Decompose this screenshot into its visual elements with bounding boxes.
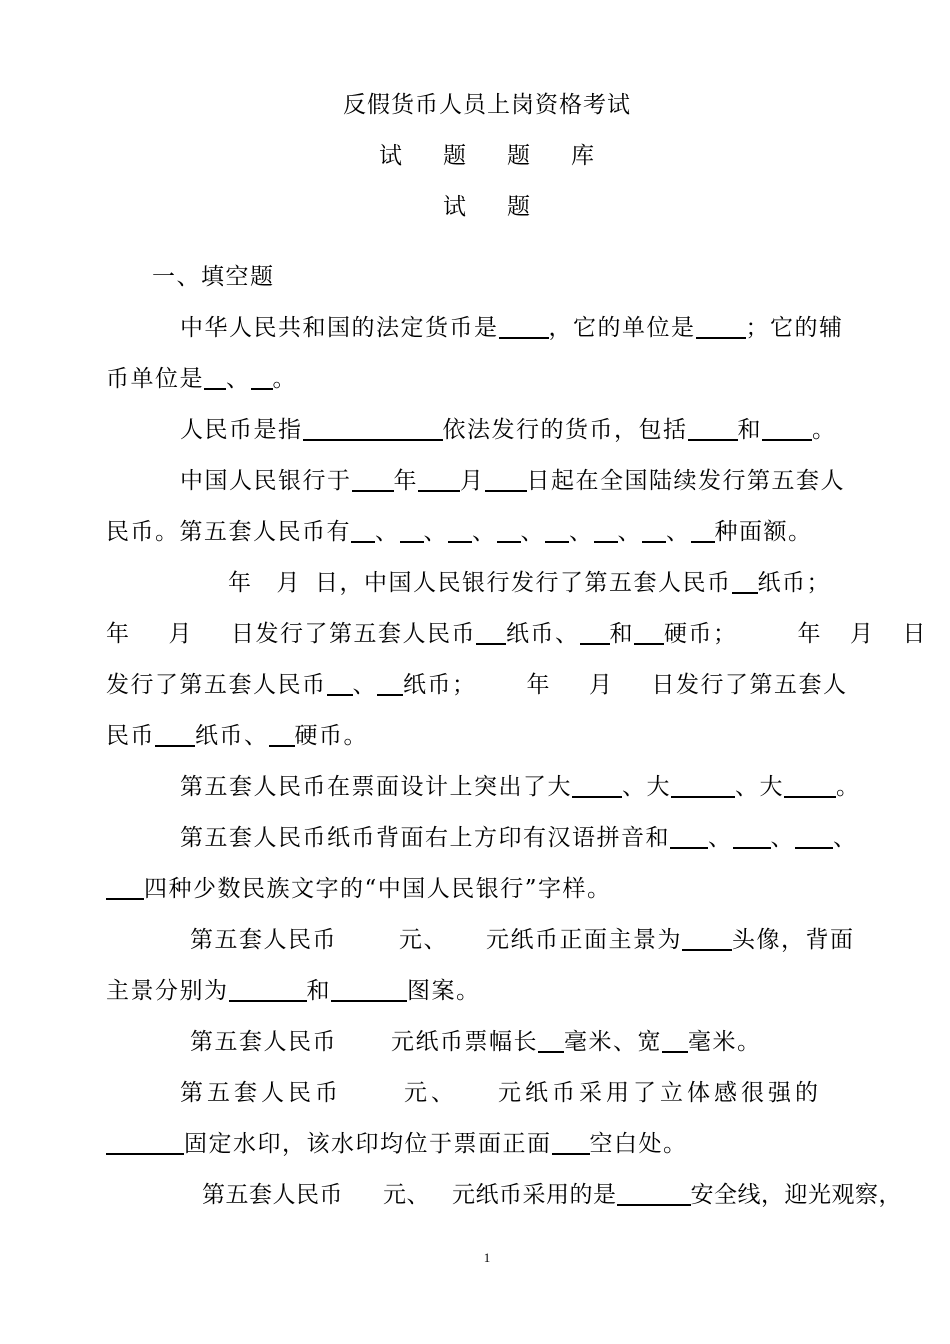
question-line xyxy=(180,1078,822,1108)
question-text: 、大 xyxy=(735,774,784,800)
question-text: 月 xyxy=(276,570,301,596)
question-line xyxy=(106,976,481,1006)
question-text: 纸币； xyxy=(403,672,477,698)
answer-blank[interactable] xyxy=(400,517,424,543)
question-text: 年 xyxy=(393,468,418,494)
question-line xyxy=(106,364,297,394)
question-text: 元、 xyxy=(383,1182,430,1208)
question-text: 纸币； xyxy=(757,570,831,596)
answer-blank[interactable] xyxy=(251,364,273,390)
question-text: 币单位是 xyxy=(106,366,204,392)
answer-blank[interactable] xyxy=(688,415,738,441)
question-text: 四种少数民族文字的“中国人民银行”字样。 xyxy=(144,876,612,902)
question-text: 固定水印，该水印均位于票面正面 xyxy=(184,1131,552,1157)
answer-blank[interactable] xyxy=(377,670,403,696)
question-text: 纸币、 xyxy=(195,723,269,749)
answer-blank[interactable] xyxy=(499,313,549,339)
question-text: 第五套人民币 xyxy=(190,1029,337,1055)
question-text: 中国人民银行于 xyxy=(180,468,352,494)
question-text: 依法发行的货币，包括 xyxy=(442,417,688,443)
answer-blank[interactable] xyxy=(418,466,460,492)
question-text: 中华人民共和国的法定货币是 xyxy=(180,315,499,341)
answer-blank[interactable] xyxy=(448,517,472,543)
answer-blank[interactable] xyxy=(545,517,569,543)
answer-blank[interactable] xyxy=(642,517,666,543)
answer-blank[interactable] xyxy=(732,568,758,594)
question-text: 第五套人民币 xyxy=(202,1182,343,1208)
question-text: 、 xyxy=(520,519,545,545)
question-text: 空白处。 xyxy=(589,1131,688,1157)
answer-blank[interactable] xyxy=(331,976,407,1002)
question-line xyxy=(180,415,837,445)
answer-blank[interactable] xyxy=(682,925,732,951)
question-text: 元纸币采用了立体感很强的 xyxy=(498,1080,822,1106)
question-text: 、 xyxy=(423,519,448,545)
page-number: 1 xyxy=(483,1250,491,1265)
question-text: 。 xyxy=(812,417,837,443)
question-text: 纸币、 xyxy=(506,621,580,647)
question-text: 、 xyxy=(833,825,858,851)
question-line xyxy=(106,619,927,649)
question-line xyxy=(106,721,368,751)
question-text: 硬币； xyxy=(664,621,738,647)
question-text: 毫米。 xyxy=(688,1029,762,1055)
question-text: ；它的辅 xyxy=(745,315,844,341)
question-line xyxy=(180,823,858,853)
question-text: 头像，背面 xyxy=(732,927,855,953)
answer-blank[interactable] xyxy=(691,517,715,543)
answer-blank[interactable] xyxy=(795,823,833,849)
question-text: 毫米、宽 xyxy=(564,1029,662,1055)
question-text: 、 xyxy=(226,366,251,392)
question-text: 日起在全国陆续发行第五套人 xyxy=(526,468,845,494)
answer-blank[interactable] xyxy=(106,1129,184,1155)
answer-blank[interactable] xyxy=(580,619,610,645)
question-line xyxy=(106,874,612,904)
answer-blank[interactable] xyxy=(351,517,375,543)
answer-blank[interactable] xyxy=(327,670,353,696)
question-text: ，它的单位是 xyxy=(548,315,696,341)
answer-blank[interactable] xyxy=(204,364,226,390)
question-text: 种面额。 xyxy=(714,519,813,545)
question-text: 元纸币正面主景为 xyxy=(486,927,682,953)
question-text: 年 xyxy=(526,672,551,698)
question-text: 月 xyxy=(850,621,875,647)
question-text: 和 xyxy=(306,978,331,1004)
question-text: 、大 xyxy=(622,774,671,800)
question-text: 年 xyxy=(797,621,822,647)
answer-blank[interactable] xyxy=(303,415,443,441)
answer-blank[interactable] xyxy=(352,466,394,492)
question-text: 元、 xyxy=(399,927,448,953)
question-text: 日 xyxy=(902,621,927,647)
question-line xyxy=(190,1027,762,1057)
question-text: 第五套人民币 xyxy=(180,1080,342,1106)
answer-blank[interactable] xyxy=(733,823,771,849)
question-text: 第五套人民币 xyxy=(190,927,337,953)
section-heading: 一、填空题 xyxy=(152,264,275,290)
question-text: 日，中国人民银行发行了第五套人民币 xyxy=(315,570,732,596)
question-text: 月 xyxy=(460,468,485,494)
question-text: 第五套人民币纸币背面右上方印有汉语拼音和 xyxy=(180,825,670,851)
question-text: 日发行了第五套人民币 xyxy=(231,621,476,647)
question-text: 图案。 xyxy=(407,978,481,1004)
answer-blank[interactable] xyxy=(696,313,746,339)
question-text: 。 xyxy=(272,366,297,392)
question-line xyxy=(190,925,855,955)
question-text: 、 xyxy=(770,825,795,851)
answer-blank[interactable] xyxy=(594,517,618,543)
question-text: 月 xyxy=(168,621,193,647)
answer-blank[interactable] xyxy=(155,721,195,747)
question-text: 元、 xyxy=(404,1080,458,1106)
answer-blank[interactable] xyxy=(497,517,521,543)
question-text: 发行了第五套人民币 xyxy=(106,672,327,698)
question-text: 人民币是指 xyxy=(180,417,303,443)
answer-blank[interactable] xyxy=(572,772,622,798)
question-line xyxy=(228,568,831,598)
question-text: 、 xyxy=(375,519,400,545)
question-text: 、 xyxy=(472,519,497,545)
answer-blank[interactable] xyxy=(269,721,295,747)
question-text: 第五套人民币在票面设计上突出了大 xyxy=(180,774,572,800)
question-text: 硬币。 xyxy=(294,723,368,749)
answer-blank[interactable] xyxy=(538,1027,564,1053)
answer-blank[interactable] xyxy=(552,1129,590,1155)
answer-blank[interactable] xyxy=(634,619,664,645)
question-text: 、 xyxy=(617,519,642,545)
answer-blank[interactable] xyxy=(762,415,812,441)
question-text: 年 xyxy=(228,570,253,596)
question-text: 和 xyxy=(609,621,634,647)
section-title: 试 题 xyxy=(443,194,531,220)
answer-blank[interactable] xyxy=(662,1027,688,1053)
question-text: 、 xyxy=(708,825,733,851)
answer-blank[interactable] xyxy=(671,772,735,798)
question-text: 。 xyxy=(836,774,861,800)
question-text: 、 xyxy=(569,519,594,545)
question-line xyxy=(202,1180,902,1210)
answer-blank[interactable] xyxy=(617,1180,691,1206)
answer-blank[interactable] xyxy=(229,976,307,1002)
question-text: 日发行了第五套人 xyxy=(651,672,848,698)
question-line xyxy=(106,670,848,700)
question-line xyxy=(106,517,825,547)
answer-blank[interactable] xyxy=(106,874,144,900)
document-subtitle: 试 题 题 库 xyxy=(379,143,595,169)
question-text: 月 xyxy=(589,672,614,698)
question-line xyxy=(106,1129,688,1159)
question-text: 和 xyxy=(737,417,762,443)
answer-blank[interactable] xyxy=(670,823,708,849)
question-line xyxy=(180,772,861,802)
document-title: 反假货币人员上岗资格考试 xyxy=(343,92,631,118)
question-line xyxy=(180,313,844,343)
answer-blank[interactable] xyxy=(485,466,527,492)
question-text: 、 xyxy=(666,519,691,545)
question-text: 年 xyxy=(106,621,131,647)
question-text: 元纸币票幅长 xyxy=(391,1029,538,1055)
question-text: 民币 xyxy=(106,723,155,749)
question-text: 主景分别为 xyxy=(106,978,229,1004)
answer-blank[interactable] xyxy=(476,619,506,645)
question-line xyxy=(180,466,845,496)
question-text: 元纸币采用的是 xyxy=(452,1182,617,1208)
question-text: 安全线，迎光观察， xyxy=(690,1182,902,1208)
answer-blank[interactable] xyxy=(784,772,836,798)
question-text: 、 xyxy=(352,672,377,698)
question-text: 民币。第五套人民币有 xyxy=(106,519,351,545)
